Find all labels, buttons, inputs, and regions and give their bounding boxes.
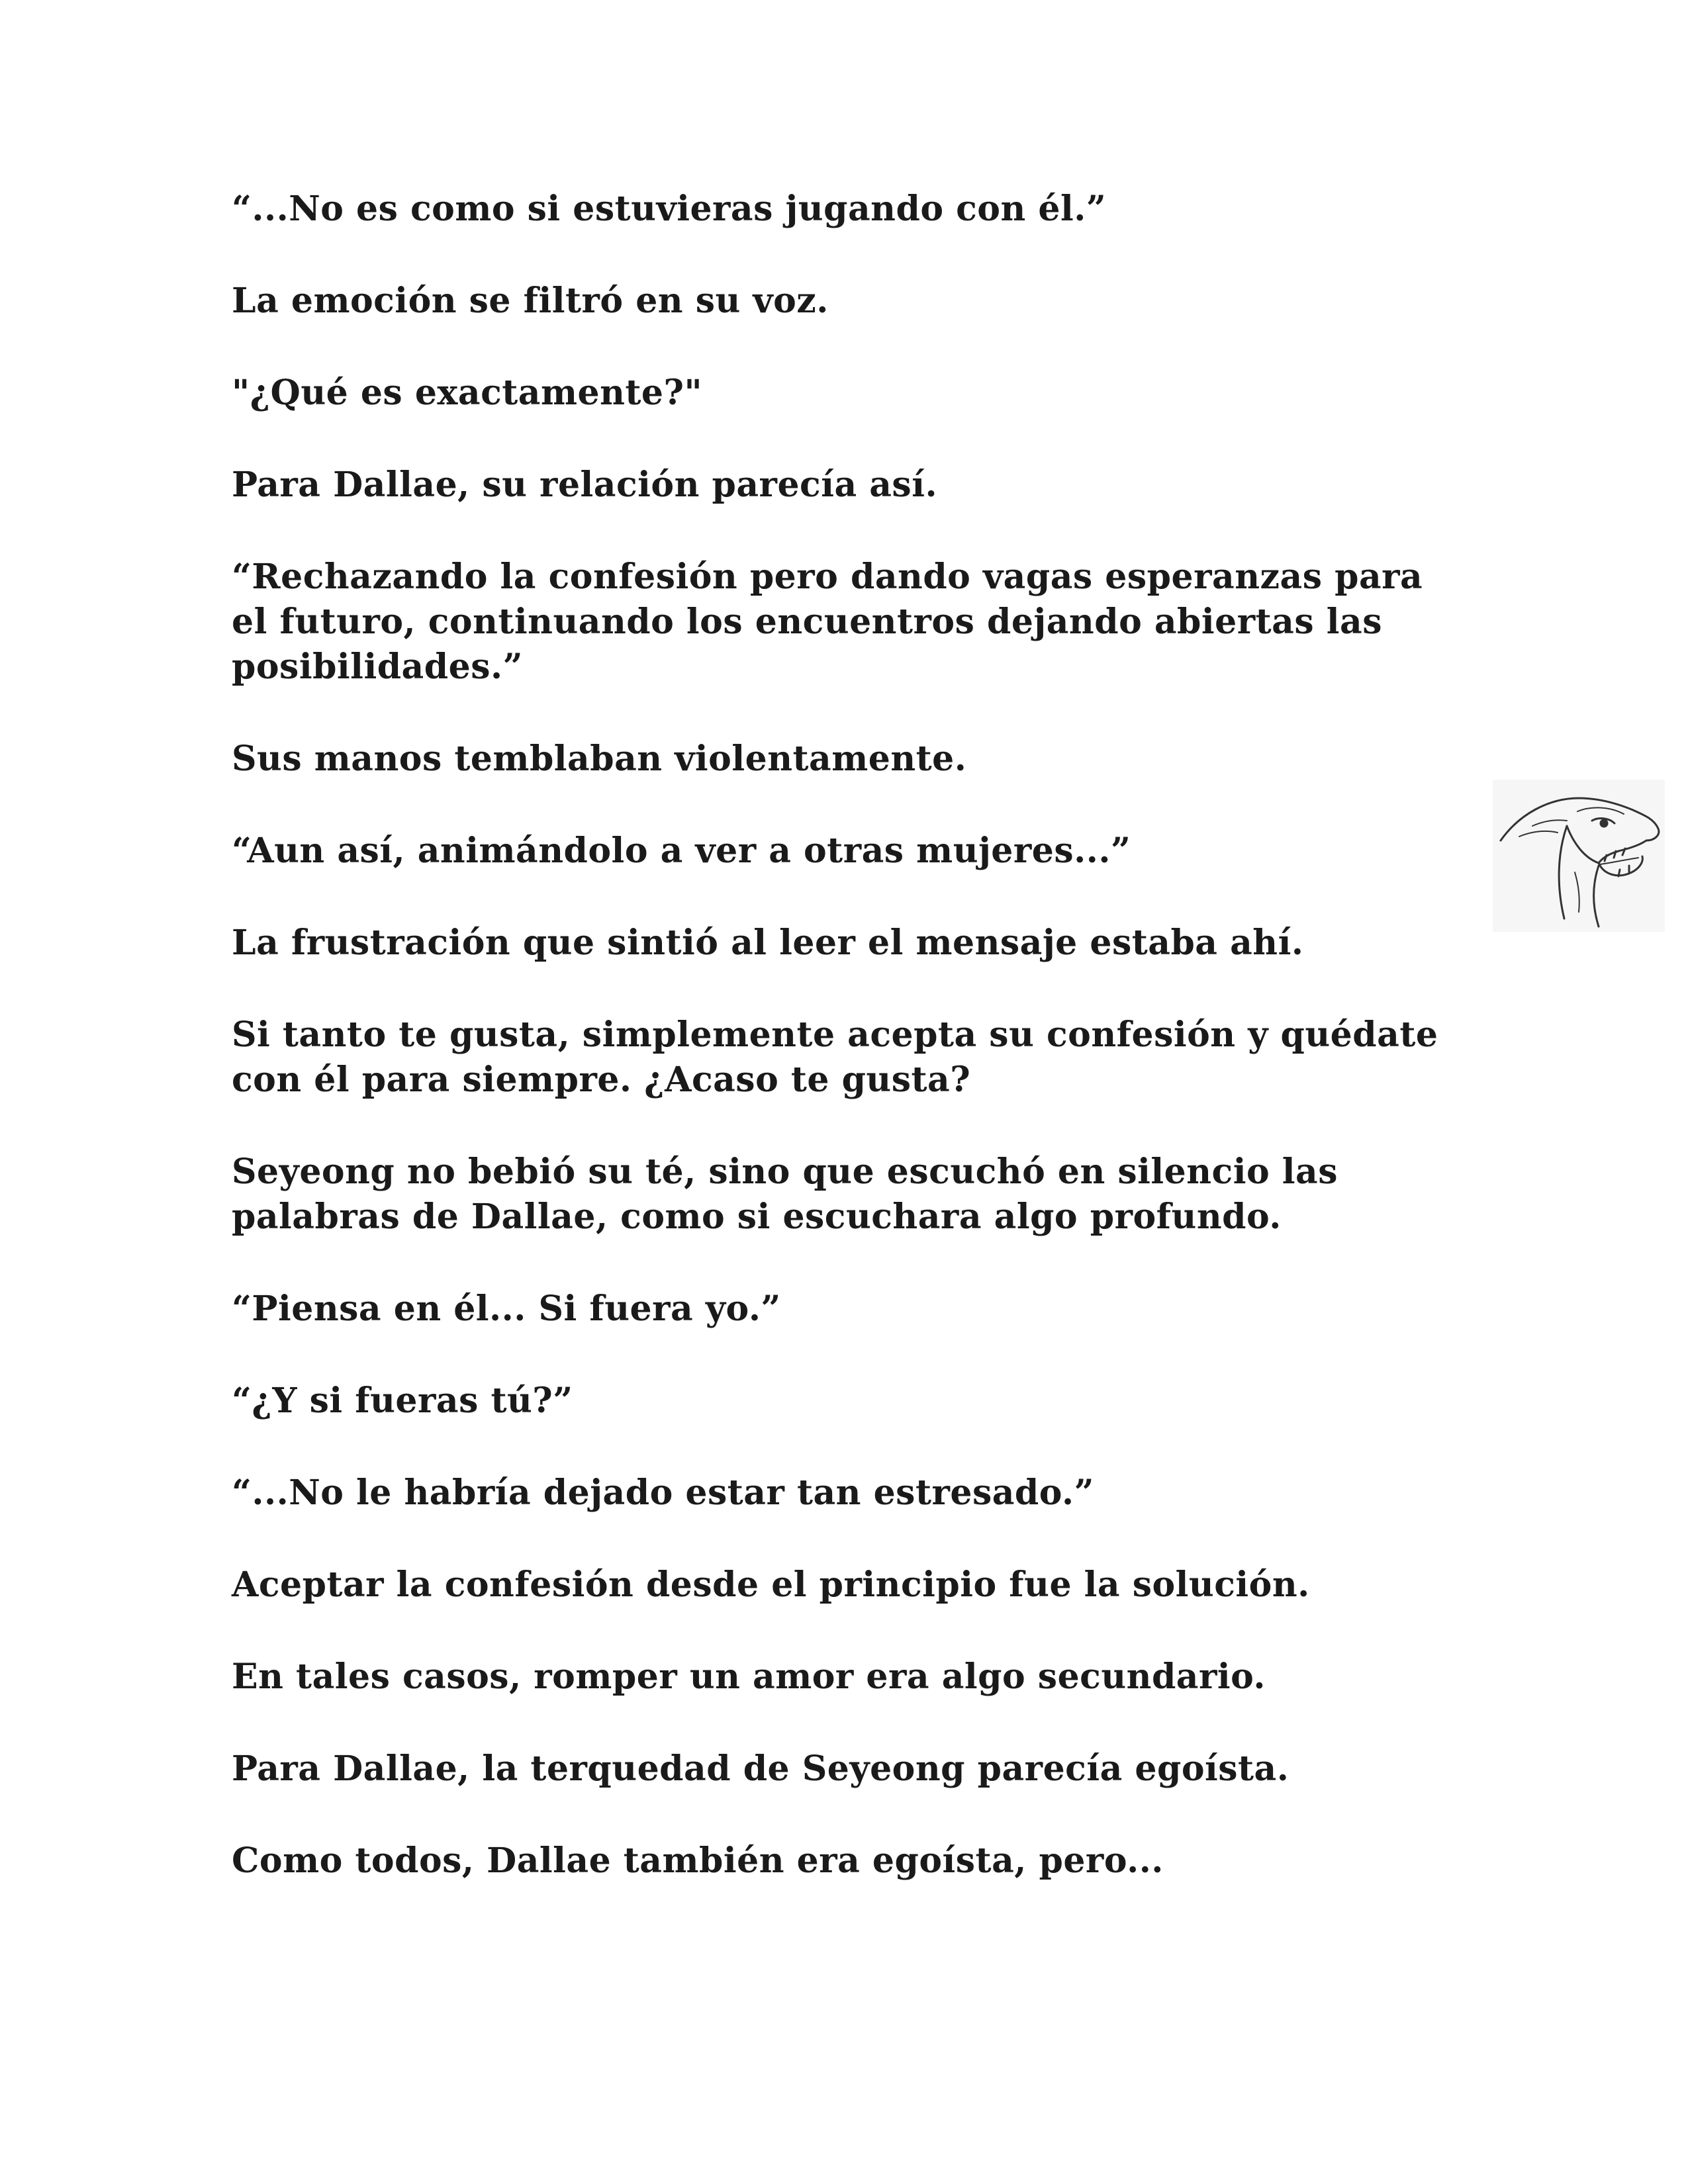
paragraph-17: Como todos, Dallae también era egoísta, pero...: [232, 1841, 1164, 1881]
paragraph-2: La emoción se filtró en su voz.: [232, 281, 829, 321]
paragraph-8: La frustración que sintió al leer el mensaje estaba ahí.: [232, 923, 1304, 963]
paragraph-10: Seyeong no bebió su té, sino que escuchó en silencio las palabras de Dallae, como si escuchara algo profundo.: [232, 1152, 1338, 1237]
paragraph-11: “Piensa en él... Si fuera yo.”: [232, 1289, 781, 1329]
paragraph-12: “¿Y si fueras tú?”: [232, 1381, 573, 1421]
paragraph-16: Para Dallae, la terquedad de Seyeong parecía egoísta.: [232, 1749, 1289, 1789]
paragraph-3: "¿Qué es exactamente?": [232, 373, 703, 413]
paragraph-9: Si tanto te gusta, simplemente acepta su confesión y quédate con él para siempre. ¿Acaso te gusta?: [232, 1015, 1438, 1100]
paragraph-15: En tales casos, romper un amor era algo secundario.: [232, 1657, 1266, 1697]
paragraph-7: “Aun así, animándolo a ver a otras mujeres...”: [232, 831, 1131, 871]
paragraph-13: “...No le habría dejado estar tan estresado.”: [232, 1473, 1095, 1513]
paragraph-5: “Rechazando la confesión pero dando vagas esperanzas para el futuro, continuando los encuentros dejando abiertas las posibilidades.”: [232, 557, 1423, 687]
body-text: [232, 187, 1489, 1931]
paragraph-4: Para Dallae, su relación parecía así.: [232, 465, 938, 505]
paragraph-14: Aceptar la confesión desde el principio fue la solución.: [232, 1565, 1310, 1605]
paragraph-6: Sus manos temblaban violentamente.: [232, 739, 967, 779]
dinosaur-head-sketch-icon: [1493, 780, 1665, 932]
paragraph-1: “...No es como si estuvieras jugando con él.”: [232, 189, 1107, 229]
